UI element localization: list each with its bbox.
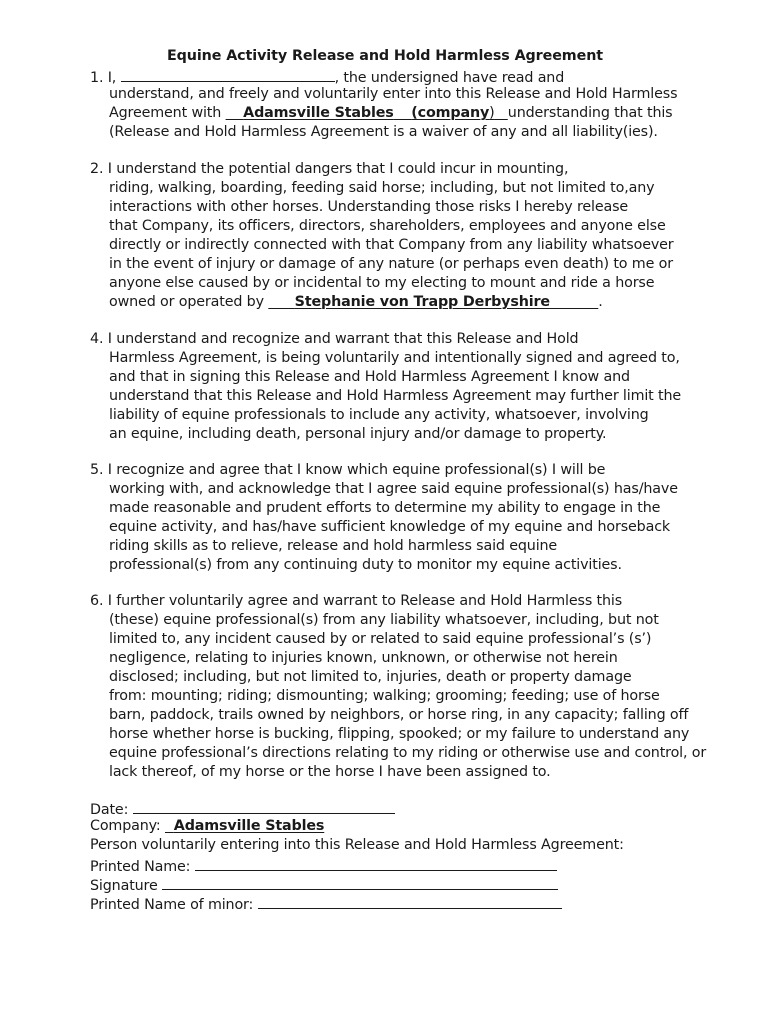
section-1-prefix: 1. I,: [90, 70, 121, 86]
section-6-line-1: 6. I further voluntarily agree and warrant to Release and Hold Harmless this: [90, 593, 623, 609]
owned-operated-label: owned or operated by: [109, 294, 269, 310]
section-4-line-3: and that in signing this Release and Hold Harmless Agreement I know and: [109, 369, 630, 385]
company-field[interactable]: Adamsville Stables: [173, 818, 325, 834]
section-5-line-2: working with, and acknowledge that I agree said equine professional(s) has/have: [109, 481, 678, 497]
section-6-line-6: from: mounting; riding; dismounting; walking; grooming; feeding; use of horse: [109, 688, 660, 704]
section-2-line-7: anyone else caused by or incidental to my electing to mount and ride a horse: [109, 275, 655, 291]
owner-name-filled: Stephanie von Trapp Derbyshire: [294, 294, 550, 310]
company-row: [90, 817, 324, 836]
section-5-line-6: professional(s) from any continuing duty to monitor my equine activities.: [109, 557, 622, 573]
section-2-line-1: 2. I understand the potential dangers that I could incur in mounting,: [90, 161, 569, 177]
section-1-suffix: , the undersigned have read and: [334, 70, 565, 86]
participant-name-blank[interactable]: [121, 66, 335, 82]
understanding-text: understanding that this: [507, 105, 673, 121]
signature-field[interactable]: [162, 874, 558, 890]
section-5-line-4: equine activity, and has/have sufficient knowledge of my equine and horseback: [109, 519, 671, 535]
section-6-line-10: lack thereof, of my horse or the horse I have been assigned to.: [109, 764, 551, 780]
document-title: Equine Activity Release and Hold Harmless Agreement: [166, 48, 604, 64]
date-label: Date:: [90, 802, 133, 818]
section-2-line-3: interactions with other horses. Understanding those risks I hereby release: [109, 199, 629, 215]
section-2-line-2: riding, walking, boarding, feeding said horse; including, but not limited to,any: [109, 180, 655, 196]
section-2-line-6: in the event of injury or damage of any nature (or perhaps even death) to me or: [109, 256, 673, 272]
printed-name-field[interactable]: [195, 855, 557, 871]
section-5-line-5: riding skills as to relieve, release and hold harmless said equine: [109, 538, 558, 554]
minor-name-field[interactable]: [258, 893, 562, 909]
section-6-line-7: barn, paddock, trails owned by neighbors, or horse ring, in any capacity; falling off: [109, 707, 689, 723]
signature-label: Signature: [90, 878, 163, 894]
section-6-line-3: limited to, any incident caused by or related to said equine professional’s (s’): [109, 631, 652, 647]
section-1-line-3: [109, 104, 672, 123]
section-1-line-4: (Release and Hold Harmless Agreement is a waiver of any and all liability(ies).: [109, 124, 658, 140]
section-4-line-6: an equine, including death, personal injury and/or damage to property.: [109, 426, 607, 442]
section-6-line-4: negligence, relating to injuries known, unknown, or otherwise not herein: [109, 650, 618, 666]
date-field[interactable]: [133, 798, 395, 814]
section-4-line-1: 4. I understand and recognize and warrant that this Release and Hold: [90, 331, 579, 347]
company-label: Company:: [90, 818, 165, 834]
company-name-filled: Adamsville Stables (company): [243, 105, 495, 121]
section-4-line-4: understand that this Release and Hold Harmless Agreement may further limit the: [109, 388, 682, 404]
section-4-line-2: Harmless Agreement, is being voluntarily and intentionally signed and agreed to,: [109, 350, 680, 366]
section-6-line-2: (these) equine professional(s) from any liability whatsoever, including, but not: [109, 612, 659, 628]
section-2-line-4: that Company, its officers, directors, shareholders, employees and anyone else: [109, 218, 666, 234]
section-6-line-9: equine professional’s directions relating to my riding or otherwise use and control, or: [109, 745, 707, 761]
section-6-line-5: disclosed; including, but not limited to, injuries, death or property damage: [109, 669, 632, 685]
section-4-line-5: liability of equine professionals to include any activity, whatsoever, involving: [109, 407, 649, 423]
section-2-line-5: directly or indirectly connected with that Company from any liability whatsoever: [109, 237, 674, 253]
agreement-with-label: Agreement with: [109, 105, 226, 121]
person-entering-line: Person voluntarily entering into this Release and Hold Harmless Agreement:: [90, 837, 624, 853]
section-6-line-8: horse whether horse is bucking, flipping, spooked; or my failure to understand any: [109, 726, 690, 742]
printed-name-label: Printed Name:: [90, 859, 195, 875]
section-5-line-3: made reasonable and prudent efforts to determine my ability to engage in the: [109, 500, 661, 516]
owner-line-end: .: [598, 294, 603, 310]
minor-name-label: Printed Name of minor:: [90, 897, 258, 913]
section-2-line-8: [109, 293, 603, 312]
section-1-line-2: understand, and freely and voluntarily enter into this Release and Hold Harmless: [109, 86, 678, 102]
minor-name-row: [90, 893, 562, 915]
section-5-line-1: 5. I recognize and agree that I know which equine professional(s) I will be: [90, 462, 606, 478]
